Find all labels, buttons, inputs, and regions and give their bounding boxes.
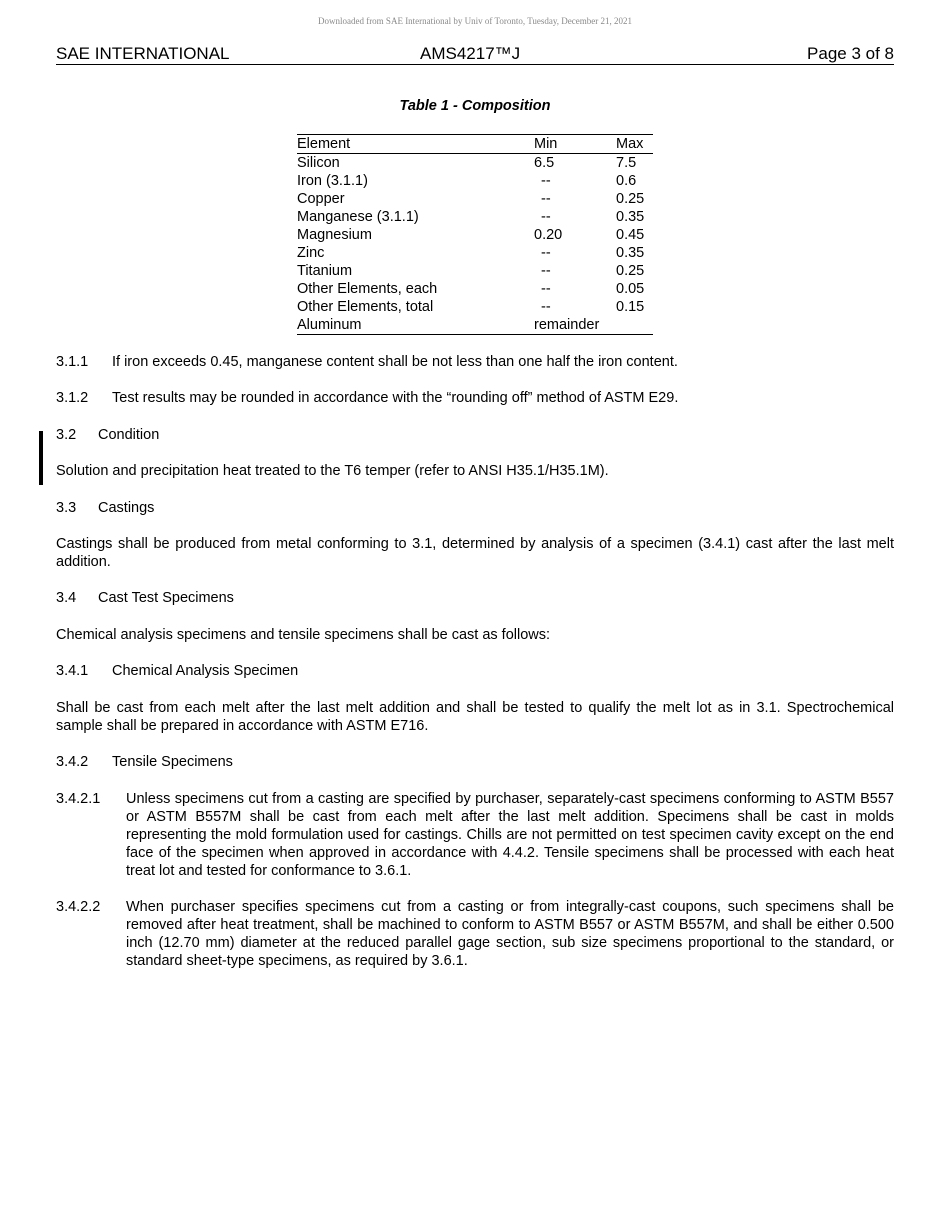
element-cell: Other Elements, total: [297, 299, 434, 315]
composition-table: [297, 134, 653, 335]
publisher-name: SAE INTERNATIONAL: [56, 44, 230, 63]
revision-change-bar: [39, 431, 43, 485]
section-title: Tensile Specimens: [112, 754, 233, 770]
min-cell: --: [541, 263, 551, 279]
section-title: Castings: [98, 500, 155, 516]
section-number: 3.1.1: [56, 354, 89, 370]
max-cell: 0.25: [616, 263, 645, 279]
section-title: Cast Test Specimens: [98, 590, 234, 606]
max-cell: 0.15: [616, 299, 645, 315]
min-cell: --: [541, 209, 551, 225]
table-row: [297, 190, 653, 208]
section-title: Chemical Analysis Specimen: [112, 663, 299, 679]
table-row: [297, 154, 653, 173]
max-cell: 0.05: [616, 281, 645, 297]
max-cell: 0.6: [616, 173, 637, 189]
section-number: 3.4.2: [56, 754, 89, 770]
section-text: Test results may be rounded in accordance with the “rounding off” method of ASTM E29.: [112, 390, 679, 406]
max-cell: 0.35: [616, 209, 645, 225]
table-row: [297, 298, 653, 316]
section-title: Condition: [98, 427, 160, 443]
max-cell: 0.35: [616, 245, 645, 261]
section-number: 3.4: [56, 590, 77, 606]
element-cell: Titanium: [297, 263, 353, 279]
table-row: [297, 280, 653, 298]
element-cell: Copper: [297, 191, 345, 207]
section-3-4-2-2: [56, 898, 894, 970]
section-number: 3.2: [56, 427, 77, 443]
table-row: [297, 208, 653, 226]
element-cell: Silicon: [297, 155, 340, 171]
table-row: [297, 316, 653, 335]
section-3-2-text: Solution and precipitation heat treated to the T6 temper (refer to ANSI H35.1/H35.1M).: [56, 463, 609, 479]
element-cell: Manganese (3.1.1): [297, 209, 419, 225]
column-header-max: Max: [616, 135, 653, 154]
min-cell: remainder: [534, 317, 600, 333]
section-text: If iron exceeds 0.45, manganese content shall be not less than one half the iron content.: [112, 354, 678, 370]
table-title: Table 1 - Composition: [399, 98, 551, 114]
min-cell: --: [541, 173, 551, 189]
element-cell: Magnesium: [297, 227, 372, 243]
column-header-element: Element: [297, 135, 534, 154]
min-cell: 0.20: [534, 227, 563, 243]
column-header-min: Min: [534, 135, 616, 154]
section-text: When purchaser specifies specimens cut from a casting or from integrally-cast coupons, such specimens shall be removed after heat treatment, shall be machined to conform to ASTM B557 or ASTM B557M, and shall be either 0.500 inch (12.70 mm) diameter at the reduced parallel gage section, sub size specimens proportional to the standard, or standard sheet-type specimens, as required by 3.6.1.: [126, 899, 894, 969]
table-row: [297, 262, 653, 280]
section-number: 3.3: [56, 500, 77, 516]
max-cell: 0.25: [616, 191, 645, 207]
min-cell: 6.5: [534, 155, 555, 171]
section-3-3-text: Castings shall be produced from metal conforming to 3.1, determined by analysis of a specimen (3.4.1) cast after the last melt addition.: [56, 536, 894, 570]
table-row: [297, 172, 653, 190]
table-header-row: [297, 135, 653, 154]
document-number: AMS4217™J: [420, 44, 521, 63]
element-cell: Iron (3.1.1): [297, 173, 368, 189]
section-3-4-2-1: [56, 790, 894, 880]
max-cell: [616, 316, 653, 335]
section-number: 3.1.2: [56, 390, 89, 406]
section-number: 3.4.2.1: [56, 791, 101, 807]
table-row: [297, 244, 653, 262]
download-watermark: Downloaded from SAE International by Univ of Toronto, Tuesday, December 21, 2021: [317, 16, 633, 26]
min-cell: --: [541, 281, 551, 297]
section-text: Unless specimens cut from a casting are specified by purchaser, separately-cast specimens conforming to ASTM B557 or ASTM B557M shall be cast from each melt after the last melt addition. Specimens shall be cast in molds representing the mold formulation used for castings. Chills are not permitted on test specimen cavity except on the end face of the specimen when approved in accordance with 4.4.2. Tensile specimens shall be processed with each heat treat lot and tested for conformance to 3.6.1.: [126, 791, 894, 879]
min-cell: --: [541, 191, 551, 207]
max-cell: 0.45: [616, 227, 645, 243]
min-cell: --: [541, 245, 551, 261]
max-cell: 7.5: [616, 155, 637, 171]
section-3-4-text: Chemical analysis specimens and tensile specimens shall be cast as follows:: [56, 627, 551, 643]
element-cell: Zinc: [297, 245, 325, 261]
page-number: Page 3 of 8: [807, 44, 894, 63]
section-number: 3.4.2.2: [56, 899, 101, 915]
element-cell: Other Elements, each: [297, 281, 438, 297]
page-header: [56, 44, 894, 65]
min-cell: --: [541, 299, 551, 315]
section-3-4-1-text: Shall be cast from each melt after the last melt addition and shall be tested to qualify the melt lot as in 3.1. Spectrochemical sample shall be prepared in accordance with ASTM E716.: [56, 700, 894, 734]
element-cell: Aluminum: [297, 317, 362, 333]
section-number: 3.4.1: [56, 663, 89, 679]
table-row: [297, 226, 653, 244]
